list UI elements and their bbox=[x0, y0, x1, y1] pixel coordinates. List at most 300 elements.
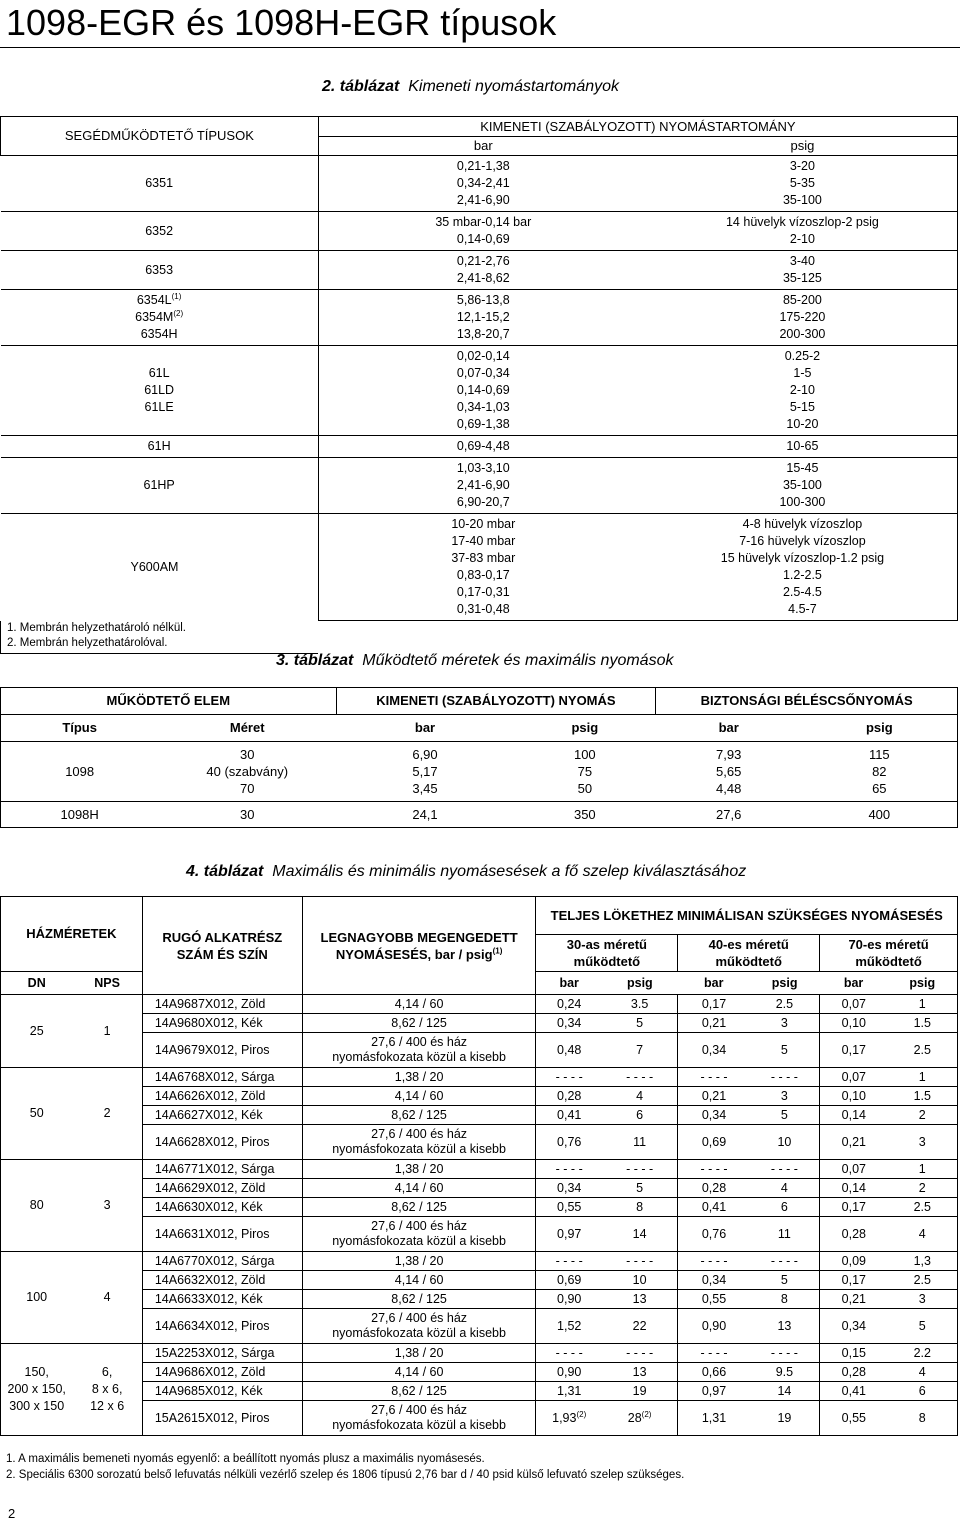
t4-value: 0,34 bbox=[841, 1318, 866, 1333]
t2-psig-value: 2-10 bbox=[789, 383, 815, 397]
t4-value-cell bbox=[678, 1198, 750, 1217]
t2-bar-value: 0,21-2,76 bbox=[456, 254, 510, 268]
t4-value: 1,52 bbox=[557, 1318, 582, 1333]
t4-head-max-text: LEGNAGYOBB MEGENGEDETT NYOMÁSESÉS, bar / psig bbox=[320, 929, 518, 962]
t4-value: 0,48 bbox=[557, 1042, 582, 1057]
t2-psig-value: 200-300 bbox=[779, 327, 826, 341]
t2-psig-value: 5-35 bbox=[789, 176, 815, 190]
t2-psig-value: 7-16 hüvelyk vízoszlop bbox=[739, 534, 866, 548]
t4-value-cell bbox=[888, 995, 958, 1014]
t4-head-spring: RUGÓ ALKATRÉSZ SZÁM ÉS SZÍN bbox=[142, 897, 302, 995]
t4-value: - - - - bbox=[770, 1345, 798, 1360]
t2-type-name bbox=[1, 326, 318, 343]
t4-spring: 14A6633X012, Kék bbox=[142, 1290, 302, 1309]
t4-spring: 15A2253X012, Sárga bbox=[142, 1344, 302, 1363]
t2-bar-value: 37-83 mbar bbox=[451, 551, 516, 565]
t4-value-cell bbox=[678, 1290, 750, 1309]
t2-psig-value: 0.25-2 bbox=[784, 349, 821, 363]
t4-value: 0,97 bbox=[557, 1226, 582, 1241]
t4-value-cell bbox=[888, 1401, 958, 1436]
t4-value-cell bbox=[888, 1252, 958, 1271]
t4-spring: 14A6632X012, Zöld bbox=[142, 1271, 302, 1290]
t2-bar-value: 0,83-0,17 bbox=[456, 568, 510, 582]
t4-value: 5 bbox=[636, 1180, 644, 1195]
t2-bar-cell bbox=[318, 212, 648, 251]
t3-head-outlet: KIMENETI (SZABÁLYOZOTT) NYOMÁS bbox=[336, 688, 656, 715]
t3-relief-psig-cell bbox=[802, 742, 958, 802]
t4-value-cell bbox=[602, 1401, 678, 1436]
t3-bar: 24,1 bbox=[412, 807, 438, 822]
t4-value: - - - - bbox=[700, 1345, 728, 1360]
t4-unit-psig: psig bbox=[750, 972, 820, 995]
t4-spring: 14A6771X012, Sárga bbox=[142, 1160, 302, 1179]
t4-value-cell bbox=[536, 1290, 602, 1309]
t4-value: 3 bbox=[918, 1134, 926, 1149]
table4-note: 1. A maximális bemeneti nyomás egyenlő: a beállított nyomás plusz a maximális nyomásesés. bbox=[6, 1453, 485, 1465]
t4-value-cell bbox=[536, 995, 602, 1014]
t3-relief-psig: 82 bbox=[872, 764, 887, 779]
t4-dn-cell bbox=[1, 1252, 73, 1344]
t2-psig-value: 15 hüvelyk vízoszlop-1.2 psig bbox=[720, 551, 885, 565]
t2-psig-value: 10-65 bbox=[786, 439, 819, 453]
t2-psig-value: 2.5-4.5 bbox=[782, 585, 822, 599]
t4-value: 1 bbox=[918, 1069, 926, 1084]
t4-value: 0,24 bbox=[557, 996, 582, 1011]
t4-value-cell bbox=[820, 1106, 888, 1125]
t2-type-label: 61L bbox=[148, 366, 170, 380]
t4-value-cell bbox=[678, 1106, 750, 1125]
t4-value-cell bbox=[602, 1106, 678, 1125]
t4-value: 1.5 bbox=[913, 1088, 931, 1103]
t3-bar-cell bbox=[336, 802, 514, 828]
t4-value: 0,07 bbox=[841, 1161, 866, 1176]
t2-bar-value: 0,07-0,34 bbox=[456, 366, 510, 380]
t2-type-label: 6354H bbox=[140, 327, 178, 341]
t4-value: 9.5 bbox=[775, 1364, 794, 1379]
t4-value-cell bbox=[820, 1087, 888, 1106]
t4-value-cell bbox=[678, 1309, 750, 1344]
t4-nps-cell bbox=[72, 1068, 142, 1160]
t4-value: 3 bbox=[780, 1088, 788, 1103]
table4-note: 2. Speciális 6300 sorozatú belső lefuvatás nélküli vezérlő szelep és 1806 típusú 2,76 bar d / 40 psid külső lefuvató szelep szükséges. bbox=[6, 1469, 685, 1481]
page-title: 1098-EGR és 1098H-EGR típusok bbox=[6, 2, 557, 43]
t3-sub-rbar: bar bbox=[656, 715, 802, 742]
t4-value-cell bbox=[536, 1179, 602, 1198]
t4-value: 6 bbox=[780, 1199, 788, 1214]
t4-value: 3.5 bbox=[630, 996, 649, 1011]
table3-caption-text: Működtető méretek és maximális nyomások bbox=[362, 652, 674, 669]
t2-psig-value: 15-45 bbox=[786, 461, 819, 475]
t2-bar-value: 0,31-0,48 bbox=[456, 602, 510, 616]
t4-value: 5 bbox=[780, 1107, 788, 1122]
t4-value-cell bbox=[602, 1198, 678, 1217]
t2-type-label: 6354L bbox=[136, 293, 172, 307]
t2-psig-value: 4-8 hüvelyk vízoszlop bbox=[742, 517, 863, 531]
t4-value-cell bbox=[820, 1290, 888, 1309]
t2-bar-value: 35 mbar-0,14 bar bbox=[435, 215, 532, 229]
t3-type-cell bbox=[1, 742, 159, 802]
t4-value: 0,34 bbox=[701, 1107, 727, 1122]
t2-bar-value: 0,14-0,69 bbox=[456, 232, 510, 246]
t3-size: 30 bbox=[239, 807, 255, 822]
t2-type-name bbox=[1, 175, 318, 192]
t4-value-cell bbox=[602, 1160, 678, 1179]
t2-bar-value: 0,34-1,03 bbox=[456, 400, 510, 414]
t4-value-cell bbox=[820, 1344, 888, 1363]
t4-value: 0,34 bbox=[701, 1272, 727, 1287]
t4-spring: 14A6634X012, Piros bbox=[142, 1309, 302, 1344]
t4-value-cell bbox=[888, 1309, 958, 1344]
t2-type-cell bbox=[1, 212, 319, 251]
t2-bar-cell bbox=[318, 458, 648, 514]
t4-unit-psig: psig bbox=[602, 972, 678, 995]
t4-value: 4 bbox=[780, 1180, 788, 1195]
t3-psig: 50 bbox=[577, 781, 593, 796]
t4-value: 13 bbox=[632, 1291, 647, 1306]
t2-bar-value: 0,69-1,38 bbox=[456, 417, 510, 431]
t4-head-dn: DN bbox=[1, 972, 73, 995]
t2-psig-cell bbox=[648, 290, 958, 346]
table2-caption-text: Kimeneti nyomástartományok bbox=[408, 78, 620, 95]
table4-caption-text: Maximális és minimális nyomásesések a fő szelep kiválasztásához bbox=[272, 863, 747, 880]
t4-nps-cell bbox=[72, 1344, 142, 1436]
t4-value: 2.5 bbox=[913, 1199, 931, 1214]
t4-max: 8,62 / 125 bbox=[302, 1382, 536, 1401]
t4-nps-value: 2 bbox=[103, 1106, 111, 1120]
t4-value: 0,07 bbox=[841, 996, 866, 1011]
page-number: 2 bbox=[8, 1506, 16, 1521]
t4-value-cell bbox=[536, 1271, 602, 1290]
t4-value: 0,28 bbox=[701, 1180, 727, 1195]
t4-value-cell bbox=[678, 1344, 750, 1363]
t4-value: 11 bbox=[633, 1134, 647, 1149]
t4-value: 2 bbox=[918, 1180, 926, 1195]
t3-psig: 350 bbox=[573, 807, 596, 822]
t2-bar-value: 2,41-6,90 bbox=[456, 193, 510, 207]
t2-type-name bbox=[1, 292, 318, 309]
t4-value: 0,55 bbox=[557, 1199, 582, 1214]
t4-value: 2.5 bbox=[913, 1042, 931, 1057]
t4-value: 14 bbox=[632, 1226, 647, 1241]
t2-bar-value: 5,86-13,8 bbox=[456, 293, 510, 307]
t4-value: 0,10 bbox=[841, 1088, 866, 1103]
t4-value: 0,34 bbox=[557, 1015, 582, 1030]
table3 bbox=[0, 687, 958, 828]
t4-value-cell bbox=[820, 1160, 888, 1179]
t2-type-label: 61LE bbox=[144, 400, 174, 414]
t4-max: 8,62 / 125 bbox=[302, 1106, 536, 1125]
t2-type-label: Y600AM bbox=[130, 559, 179, 574]
t4-value: 1,3 bbox=[913, 1253, 931, 1268]
t4-value-cell bbox=[888, 1033, 958, 1068]
t2-notes-cell bbox=[1, 621, 319, 654]
t4-value-cell bbox=[750, 1087, 820, 1106]
t4-value: 0,17 bbox=[841, 1042, 866, 1057]
t4-value-cell bbox=[602, 1179, 678, 1198]
t4-value: 0,17 bbox=[701, 996, 727, 1011]
t4-value-cell bbox=[602, 1068, 678, 1087]
t4-value-cell bbox=[750, 1309, 820, 1344]
t4-value: 0,97 bbox=[701, 1383, 727, 1398]
t2-psig-cell bbox=[648, 436, 958, 458]
t2-bar-value: 12,1-15,2 bbox=[456, 310, 510, 324]
t4-value: 6 bbox=[918, 1383, 926, 1398]
t4-value-cell bbox=[536, 1125, 602, 1160]
t4-value: 0,21 bbox=[701, 1088, 727, 1103]
t4-value-cell bbox=[678, 1363, 750, 1382]
t4-unit-bar: bar bbox=[536, 972, 602, 995]
t4-value-cell bbox=[602, 995, 678, 1014]
t2-psig-cell bbox=[648, 156, 958, 212]
t3-relief-psig: 115 bbox=[868, 747, 890, 762]
t4-value-cell bbox=[536, 1401, 602, 1436]
t4-value-cell bbox=[820, 1363, 888, 1382]
t4-value: 2.5 bbox=[775, 996, 794, 1011]
t4-value-cell bbox=[678, 1068, 750, 1087]
t2-bar-cell bbox=[318, 290, 648, 346]
t2-type-cell bbox=[1, 346, 319, 436]
t4-max: 4,14 / 60 bbox=[302, 1179, 536, 1198]
t4-value: 8 bbox=[780, 1291, 788, 1306]
t4-value: 0,10 bbox=[841, 1015, 866, 1030]
t4-value-cell bbox=[678, 1217, 750, 1252]
t4-value-cell bbox=[888, 1068, 958, 1087]
t4-value-cell bbox=[536, 1033, 602, 1068]
t4-spring: 15A2615X012, Piros bbox=[142, 1401, 302, 1436]
t4-spring: 14A9680X012, Kék bbox=[142, 1014, 302, 1033]
t4-value-cell bbox=[750, 995, 820, 1014]
t4-max: 4,14 / 60 bbox=[302, 1271, 536, 1290]
t2-psig-value: 35-125 bbox=[782, 271, 822, 285]
t3-size: 70 bbox=[239, 781, 255, 796]
t2-psig-value: 1-5 bbox=[793, 366, 812, 380]
t4-max: 4,14 / 60 bbox=[302, 1087, 536, 1106]
t4-max: 27,6 / 400 és ház nyomásfokozata közül a kisebb bbox=[302, 1033, 536, 1068]
t2-type-cell bbox=[1, 514, 319, 621]
t3-type-cell bbox=[1, 802, 159, 828]
t4-spring: 14A6628X012, Piros bbox=[142, 1125, 302, 1160]
t2-psig-value: 3-20 bbox=[789, 159, 815, 173]
t4-value-cell bbox=[750, 1382, 820, 1401]
t2-type-label: 6352 bbox=[145, 223, 174, 238]
t4-max: 1,38 / 20 bbox=[302, 1252, 536, 1271]
t3-relief-bar: 4,48 bbox=[716, 781, 742, 796]
t2-type-label: 61LD bbox=[144, 383, 175, 397]
t4-value: 1.5 bbox=[913, 1015, 931, 1030]
t4-value-cell bbox=[602, 1363, 678, 1382]
t3-psig: 100 bbox=[573, 747, 596, 762]
t4-value: 0,14 bbox=[841, 1180, 866, 1195]
t2-psig-cell bbox=[648, 458, 958, 514]
t4-value-cell bbox=[888, 1217, 958, 1252]
t4-value: 0,34 bbox=[557, 1180, 582, 1195]
t4-max: 27,6 / 400 és ház nyomásfokozata közül a kisebb bbox=[302, 1217, 536, 1252]
t4-value: 0,14 bbox=[841, 1107, 866, 1122]
t4-value-cell bbox=[888, 1290, 958, 1309]
t4-value-cell bbox=[750, 1160, 820, 1179]
t4-value: 0,07 bbox=[841, 1069, 866, 1084]
t2-bar-value: 0,02-0,14 bbox=[456, 349, 510, 363]
t4-head-full: TELJES LÖKETHEZ MINIMÁLISAN SZÜKSÉGES NYOMÁSESÉS bbox=[536, 897, 958, 935]
t2-bar-cell bbox=[318, 514, 648, 621]
t4-spring: 14A6627X012, Kék bbox=[142, 1106, 302, 1125]
t4-value: 1 bbox=[918, 1161, 926, 1176]
t4-value: 5 bbox=[636, 1015, 644, 1030]
t4-value: 0,90 bbox=[701, 1318, 727, 1333]
t4-value: - - - - bbox=[700, 1069, 728, 1084]
t4-value-cell bbox=[888, 1014, 958, 1033]
t2-psig-cell bbox=[648, 251, 958, 290]
t2-bar-value: 10-20 mbar bbox=[451, 517, 516, 531]
t2-psig-cell bbox=[648, 212, 958, 251]
t4-unit-bar: bar bbox=[678, 972, 750, 995]
t4-head-40: 40-es méretű működtető bbox=[678, 934, 820, 972]
t4-nps-value: 12 x 6 bbox=[90, 1399, 125, 1413]
t4-nps-value: 8 x 6, bbox=[91, 1382, 123, 1396]
t4-value-cell bbox=[678, 1401, 750, 1436]
t4-value-cell bbox=[888, 1344, 958, 1363]
t4-nps-cell bbox=[72, 1252, 142, 1344]
t4-value-cell bbox=[536, 1252, 602, 1271]
t4-value-cell bbox=[536, 1198, 602, 1217]
t2-bar-value: 0,34-2,41 bbox=[456, 176, 510, 190]
t4-spring: 14A9685X012, Kék bbox=[142, 1382, 302, 1401]
t4-value-cell bbox=[750, 1125, 820, 1160]
t2-psig-value: 14 hüvelyk vízoszlop-2 psig bbox=[725, 215, 879, 229]
t3-sub-type: Típus bbox=[1, 715, 159, 742]
t4-dn-cell bbox=[1, 1344, 73, 1436]
t4-dn-value: 25 bbox=[29, 1023, 44, 1038]
t4-value-cell bbox=[750, 1179, 820, 1198]
t4-value: 4 bbox=[918, 1226, 926, 1241]
t4-value-cell bbox=[750, 1106, 820, 1125]
t4-value: 0,28 bbox=[841, 1226, 866, 1241]
t4-max: 4,14 / 60 bbox=[302, 995, 536, 1014]
t2-psig-value: 4.5-7 bbox=[788, 602, 817, 616]
table4-caption-number: 4. táblázat bbox=[186, 863, 264, 880]
t4-value-cell bbox=[750, 1217, 820, 1252]
t3-type: 1098H bbox=[60, 807, 99, 822]
t3-sub-bar: bar bbox=[336, 715, 514, 742]
t4-value: 13 bbox=[632, 1364, 647, 1379]
t4-max: 8,62 / 125 bbox=[302, 1014, 536, 1033]
t2-type-footnote-mark: (2) bbox=[173, 308, 184, 318]
t4-value-cell bbox=[678, 995, 750, 1014]
t3-bar: 3,45 bbox=[412, 781, 438, 796]
t3-relief-bar-cell bbox=[656, 742, 802, 802]
t2-psig-value: 35-100 bbox=[782, 193, 822, 207]
t4-dn-cell bbox=[1, 1068, 73, 1160]
t2-psig-value: 3-40 bbox=[789, 254, 815, 268]
t2-type-cell bbox=[1, 458, 319, 514]
t4-value-cell bbox=[750, 1401, 820, 1436]
t4-value: 3 bbox=[780, 1015, 788, 1030]
t4-value: 14 bbox=[777, 1383, 792, 1398]
t4-value-cell bbox=[678, 1033, 750, 1068]
table4-notes bbox=[6, 1451, 684, 1483]
t4-value-cell bbox=[536, 1160, 602, 1179]
t2-type-label: 6353 bbox=[145, 262, 174, 277]
t4-value-cell bbox=[750, 1290, 820, 1309]
t4-value-cell bbox=[820, 1382, 888, 1401]
t4-value: 2 bbox=[918, 1107, 926, 1122]
t4-value-cell bbox=[820, 1252, 888, 1271]
t4-max: 4,14 / 60 bbox=[302, 1363, 536, 1382]
t2-bar-cell bbox=[318, 436, 648, 458]
t2-psig-value: 10-20 bbox=[786, 417, 819, 431]
t2-psig-value: 35-100 bbox=[782, 478, 822, 492]
t4-value-cell bbox=[820, 1217, 888, 1252]
t2-type-label: 6351 bbox=[145, 176, 174, 190]
t4-value: 13 bbox=[777, 1318, 792, 1333]
t2-note: 2. Membrán helyzethatárolóval. bbox=[7, 636, 168, 649]
t4-value: 0,90 bbox=[557, 1291, 582, 1306]
t2-type-cell bbox=[1, 436, 319, 458]
t4-dn-cell bbox=[1, 995, 73, 1068]
t4-value-cell bbox=[678, 1382, 750, 1401]
t4-value: 10 bbox=[632, 1272, 647, 1287]
t4-value-cell bbox=[820, 995, 888, 1014]
t4-spring: 14A6631X012, Piros bbox=[142, 1217, 302, 1252]
t2-type-name bbox=[1, 365, 318, 382]
t4-value-cell bbox=[602, 1087, 678, 1106]
t2-bar-cell bbox=[318, 346, 648, 436]
t4-value-cell bbox=[888, 1271, 958, 1290]
t4-max: 8,62 / 125 bbox=[302, 1290, 536, 1309]
t4-value-cell bbox=[820, 1198, 888, 1217]
t4-value: 3 bbox=[918, 1291, 926, 1306]
t4-value-cell bbox=[888, 1363, 958, 1382]
t4-value-cell bbox=[888, 1125, 958, 1160]
t4-value-cell bbox=[678, 1252, 750, 1271]
t4-spring: 14A6626X012, Zöld bbox=[142, 1087, 302, 1106]
t4-value: - - - - bbox=[626, 1161, 654, 1176]
t3-relief-bar: 7,93 bbox=[716, 747, 742, 762]
t2-bar-value: 0,17-0,31 bbox=[456, 585, 510, 599]
table2 bbox=[0, 116, 958, 654]
t4-value-cell bbox=[536, 1382, 602, 1401]
t4-value-cell bbox=[678, 1160, 750, 1179]
t4-value: 0,09 bbox=[841, 1253, 866, 1268]
t4-value: 8 bbox=[636, 1199, 644, 1214]
t4-value-cell bbox=[888, 1382, 958, 1401]
t4-value: 0,55 bbox=[841, 1410, 866, 1425]
t4-value-cell bbox=[678, 1271, 750, 1290]
t4-value-cell bbox=[820, 1179, 888, 1198]
t2-type-name bbox=[131, 559, 318, 576]
t4-value: 8 bbox=[918, 1410, 926, 1425]
t4-value-cell bbox=[750, 1014, 820, 1033]
t4-value-cell bbox=[602, 1033, 678, 1068]
t4-value: 0,69 bbox=[701, 1134, 727, 1149]
t4-value: 1,31 bbox=[557, 1383, 582, 1398]
t4-value-cell bbox=[888, 1106, 958, 1125]
t4-value: 0,76 bbox=[701, 1226, 727, 1241]
t2-psig-value: 175-220 bbox=[779, 310, 826, 324]
t4-spring: 14A6768X012, Sárga bbox=[142, 1068, 302, 1087]
t4-value: 4 bbox=[918, 1364, 926, 1379]
table4-caption bbox=[186, 863, 746, 881]
t3-psig: 75 bbox=[577, 764, 593, 779]
t4-value: 0,90 bbox=[557, 1364, 582, 1379]
t3-head-relief: BIZTONSÁGI BÉLÉSCSŐNYOMÁS bbox=[656, 688, 958, 715]
t2-type-name bbox=[1, 382, 318, 399]
t4-value-cell bbox=[750, 1252, 820, 1271]
t4-value-cell bbox=[888, 1087, 958, 1106]
t2-type-cell bbox=[1, 156, 319, 212]
t4-value: - - - - bbox=[770, 1161, 798, 1176]
t4-value-cell bbox=[750, 1271, 820, 1290]
